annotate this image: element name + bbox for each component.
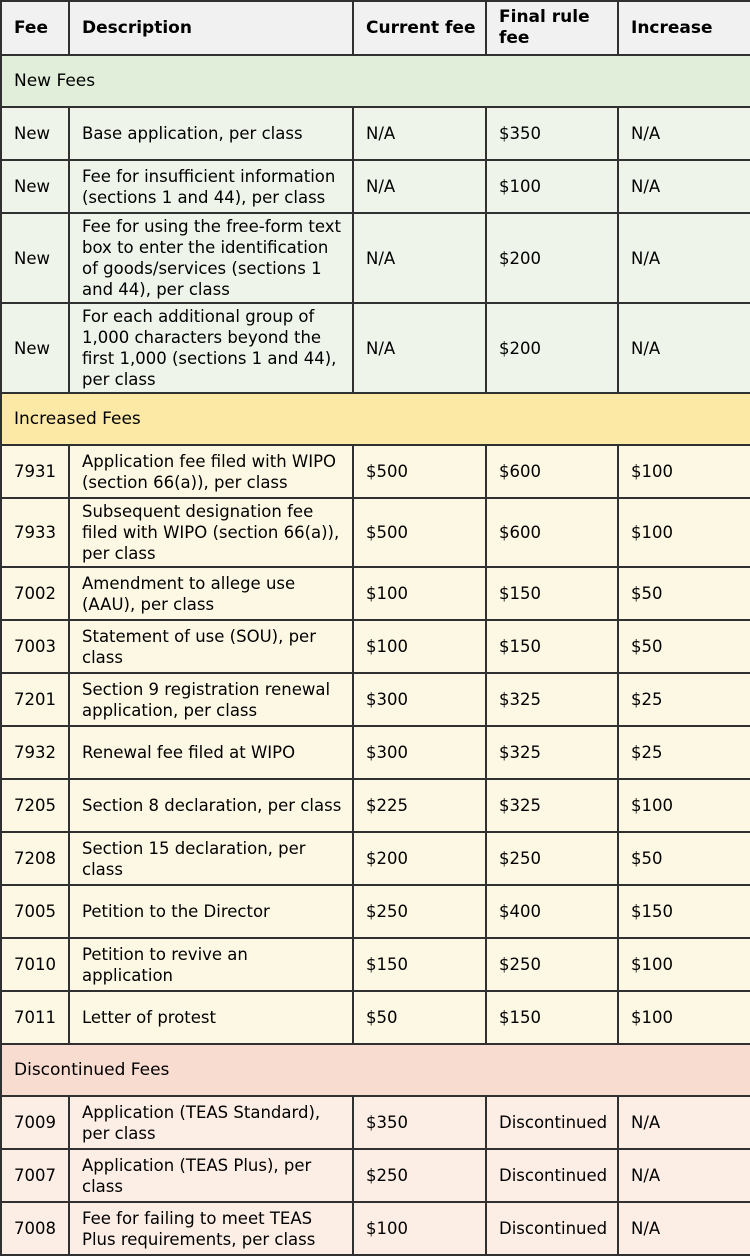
current-fee-cell: $50 bbox=[353, 991, 486, 1044]
fee-code-cell: 7003 bbox=[1, 620, 69, 673]
increase-cell: $25 bbox=[618, 673, 750, 726]
table-row bbox=[1, 303, 750, 393]
current-fee-cell: $500 bbox=[353, 498, 486, 567]
current-fee-cell: $150 bbox=[353, 938, 486, 991]
description-cell: Section 9 registration renewal application, per class bbox=[69, 673, 353, 726]
final-rule-fee-cell: $325 bbox=[486, 726, 618, 779]
final-rule-fee-cell: $325 bbox=[486, 673, 618, 726]
description-cell: Renewal fee filed at WIPO bbox=[69, 726, 353, 779]
current-fee-cell: $350 bbox=[353, 1096, 486, 1149]
fee-code-cell: 7205 bbox=[1, 779, 69, 832]
fee-code-cell: New bbox=[1, 160, 69, 213]
column-header-current-fee: Current fee bbox=[353, 1, 486, 55]
final-rule-fee-cell: $600 bbox=[486, 498, 618, 567]
fee-code-cell: 7932 bbox=[1, 726, 69, 779]
column-header-description: Description bbox=[69, 1, 353, 55]
increase-cell: N/A bbox=[618, 160, 750, 213]
increase-cell: $50 bbox=[618, 620, 750, 673]
description-cell: Application (TEAS Plus), per class bbox=[69, 1149, 353, 1202]
current-fee-cell: $300 bbox=[353, 673, 486, 726]
description-cell: Petition to revive an application bbox=[69, 938, 353, 991]
table-row bbox=[1, 498, 750, 567]
current-fee-cell: N/A bbox=[353, 107, 486, 160]
fee-code-cell: 7933 bbox=[1, 498, 69, 567]
table-row bbox=[1, 726, 750, 779]
current-fee-cell: $300 bbox=[353, 726, 486, 779]
description-cell: Amendment to allege use (AAU), per class bbox=[69, 567, 353, 620]
increase-cell: N/A bbox=[618, 303, 750, 393]
section-band bbox=[1, 393, 750, 445]
description-cell: Fee for insufficient information (sections 1 and 44), per class bbox=[69, 160, 353, 213]
description-cell: Application fee filed with WIPO (section 66(a)), per class bbox=[69, 445, 353, 498]
current-fee-cell: $100 bbox=[353, 1202, 486, 1255]
table-row bbox=[1, 673, 750, 726]
current-fee-cell: N/A bbox=[353, 303, 486, 393]
current-fee-cell: $250 bbox=[353, 1149, 486, 1202]
description-cell: Petition to the Director bbox=[69, 885, 353, 938]
column-header-increase: Increase bbox=[618, 1, 750, 55]
increase-cell: N/A bbox=[618, 1096, 750, 1149]
final-rule-fee-cell: $350 bbox=[486, 107, 618, 160]
increase-cell: $100 bbox=[618, 779, 750, 832]
fee-code-cell: 7005 bbox=[1, 885, 69, 938]
fee-code-cell: 7931 bbox=[1, 445, 69, 498]
table-row bbox=[1, 832, 750, 885]
fee-code-cell: 7009 bbox=[1, 1096, 69, 1149]
description-cell: Fee for failing to meet TEAS Plus requirements, per class bbox=[69, 1202, 353, 1255]
column-header-fee: Fee bbox=[1, 1, 69, 55]
description-cell: Fee for using the free-form text box to enter the identification of goods/services (sections 1 and 44), per class bbox=[69, 213, 353, 303]
fee-table-body bbox=[1, 55, 750, 1255]
fee-code-cell: New bbox=[1, 303, 69, 393]
increase-cell: N/A bbox=[618, 213, 750, 303]
fee-code-cell: 7002 bbox=[1, 567, 69, 620]
description-cell: Section 8 declaration, per class bbox=[69, 779, 353, 832]
current-fee-cell: $250 bbox=[353, 885, 486, 938]
final-rule-fee-cell: $150 bbox=[486, 620, 618, 673]
current-fee-cell: $200 bbox=[353, 832, 486, 885]
current-fee-cell: $100 bbox=[353, 620, 486, 673]
fee-code-cell: 7011 bbox=[1, 991, 69, 1044]
current-fee-cell: $500 bbox=[353, 445, 486, 498]
final-rule-fee-cell: $100 bbox=[486, 160, 618, 213]
fee-code-cell: 7008 bbox=[1, 1202, 69, 1255]
table-row bbox=[1, 1149, 750, 1202]
final-rule-fee-cell: $600 bbox=[486, 445, 618, 498]
final-rule-fee-cell: $150 bbox=[486, 991, 618, 1044]
table-row bbox=[1, 160, 750, 213]
fee-code-cell: 7007 bbox=[1, 1149, 69, 1202]
section-band bbox=[1, 1044, 750, 1096]
increase-cell: $100 bbox=[618, 498, 750, 567]
table-row bbox=[1, 567, 750, 620]
fee-code-cell: 7010 bbox=[1, 938, 69, 991]
final-rule-fee-cell: $150 bbox=[486, 567, 618, 620]
table-row bbox=[1, 885, 750, 938]
column-header-final-rule-fee: Final rule fee bbox=[486, 1, 618, 55]
final-rule-fee-cell: Discontinued bbox=[486, 1149, 618, 1202]
table-row bbox=[1, 1096, 750, 1149]
description-cell: For each additional group of 1,000 characters beyond the first 1,000 (sections 1 and 44), per class bbox=[69, 303, 353, 393]
increase-cell: N/A bbox=[618, 1202, 750, 1255]
increase-cell: N/A bbox=[618, 107, 750, 160]
increase-cell: $100 bbox=[618, 938, 750, 991]
final-rule-fee-cell: $250 bbox=[486, 938, 618, 991]
final-rule-fee-cell: Discontinued bbox=[486, 1096, 618, 1149]
final-rule-fee-cell: Discontinued bbox=[486, 1202, 618, 1255]
current-fee-cell: $100 bbox=[353, 567, 486, 620]
current-fee-cell: N/A bbox=[353, 160, 486, 213]
final-rule-fee-cell: $325 bbox=[486, 779, 618, 832]
final-rule-fee-cell: $200 bbox=[486, 213, 618, 303]
current-fee-cell: $225 bbox=[353, 779, 486, 832]
fee-code-cell: New bbox=[1, 107, 69, 160]
table-row bbox=[1, 620, 750, 673]
current-fee-cell: N/A bbox=[353, 213, 486, 303]
description-cell: Section 15 declaration, per class bbox=[69, 832, 353, 885]
table-row bbox=[1, 1202, 750, 1255]
increase-cell: $100 bbox=[618, 445, 750, 498]
fee-code-cell: 7208 bbox=[1, 832, 69, 885]
fee-code-cell: 7201 bbox=[1, 673, 69, 726]
final-rule-fee-cell: $200 bbox=[486, 303, 618, 393]
increase-cell: $100 bbox=[618, 991, 750, 1044]
section-header-increased-fees: Increased Fees bbox=[1, 393, 750, 445]
fee-code-cell: New bbox=[1, 213, 69, 303]
final-rule-fee-cell: $250 bbox=[486, 832, 618, 885]
increase-cell: $25 bbox=[618, 726, 750, 779]
description-cell: Subsequent designation fee filed with WIPO (section 66(a)), per class bbox=[69, 498, 353, 567]
table-row bbox=[1, 213, 750, 303]
section-header-new-fees: New Fees bbox=[1, 55, 750, 107]
section-header-discontinued-fees: Discontinued Fees bbox=[1, 1044, 750, 1096]
final-rule-fee-cell: $400 bbox=[486, 885, 618, 938]
description-cell: Letter of protest bbox=[69, 991, 353, 1044]
description-cell: Statement of use (SOU), per class bbox=[69, 620, 353, 673]
table-row bbox=[1, 445, 750, 498]
table-row bbox=[1, 991, 750, 1044]
increase-cell: $150 bbox=[618, 885, 750, 938]
section-band bbox=[1, 55, 750, 107]
header-row bbox=[1, 1, 750, 55]
increase-cell: $50 bbox=[618, 567, 750, 620]
increase-cell: N/A bbox=[618, 1149, 750, 1202]
table-row bbox=[1, 779, 750, 832]
description-cell: Application (TEAS Standard), per class bbox=[69, 1096, 353, 1149]
description-cell: Base application, per class bbox=[69, 107, 353, 160]
table-row bbox=[1, 938, 750, 991]
increase-cell: $50 bbox=[618, 832, 750, 885]
table-row bbox=[1, 107, 750, 160]
